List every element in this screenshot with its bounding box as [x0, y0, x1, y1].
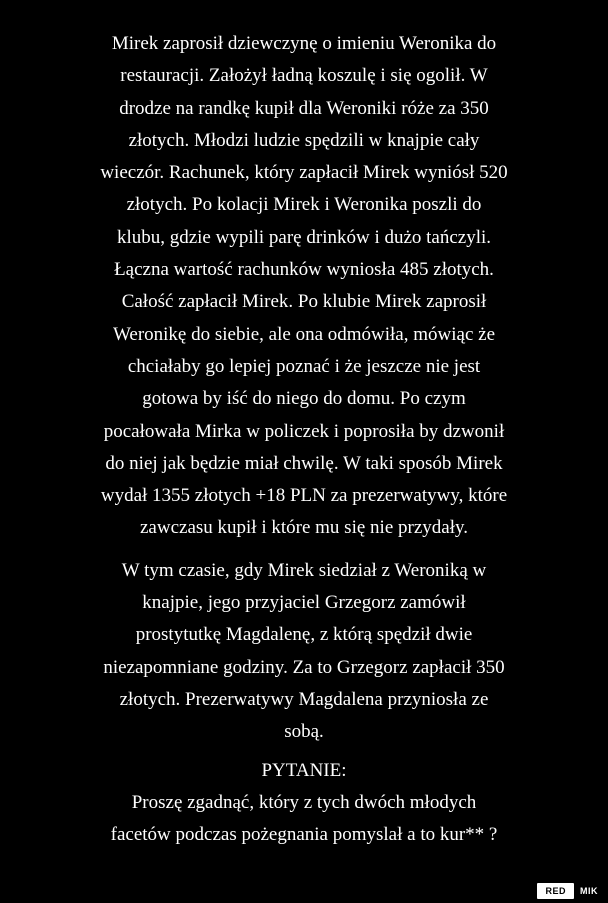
watermark-red: RED [537, 883, 574, 899]
question-title: PYTANIE: [261, 759, 347, 781]
story-paragraph-1: Mirek zaprosił dziewczynę o imieniu Weronika do restauracji. Założył ładną koszulę i się ogolił. W drodze na randkę kupił dla Weroniki róże za 350 złotych. Młodzi ludzie spędzili w knajpie cały wieczór. Rachunek, który zapłacił Mirek wyniósł 520 złotych. Po kolacji Mirek i Weronika poszli do klubu, gdzie wypili parę drinków i dużo tańczyli. Łączna wartość rachunków wyniosła 485 złotych. Całość zapłacił Mirek. Po klubie Mirek zaprosił Weronikę do siebie, ale ona odmówiła, mówiąc że chciałaby go lepiej poznać i że jeszcze nie jest gotowa by iść do niego do domu. Po czym pocałowała Mirka w policzek i poprosiła by dzwonił do niej jak będzie miał chwilę. W taki sposób Mirek wydał 1355 złotych +18 PLN za prezerwatywy, które zawczasu kupił i które mu się nie przydały. [100, 33, 508, 539]
question-text: Proszę zgadnąć, który z tych dwóch młodych facetów podczas pożegnania pomyslał a to kur** ? [110, 791, 498, 846]
story-paragraph-2: W tym czasie, gdy Mirek siedział z Weroniką w knajpie, jego przyjaciel Grzegorz zamówił prostytutkę Magdalenę, z którą spędził dwie niezapomniane godziny. Za to Grzegorz zapłacił 350 złotych. Prezerwatywy Magdalena przyniosła ze sobą. [103, 559, 505, 743]
story-content [0, 28, 608, 851]
watermark-mik: MIK [574, 883, 604, 899]
site-watermark [537, 883, 604, 899]
